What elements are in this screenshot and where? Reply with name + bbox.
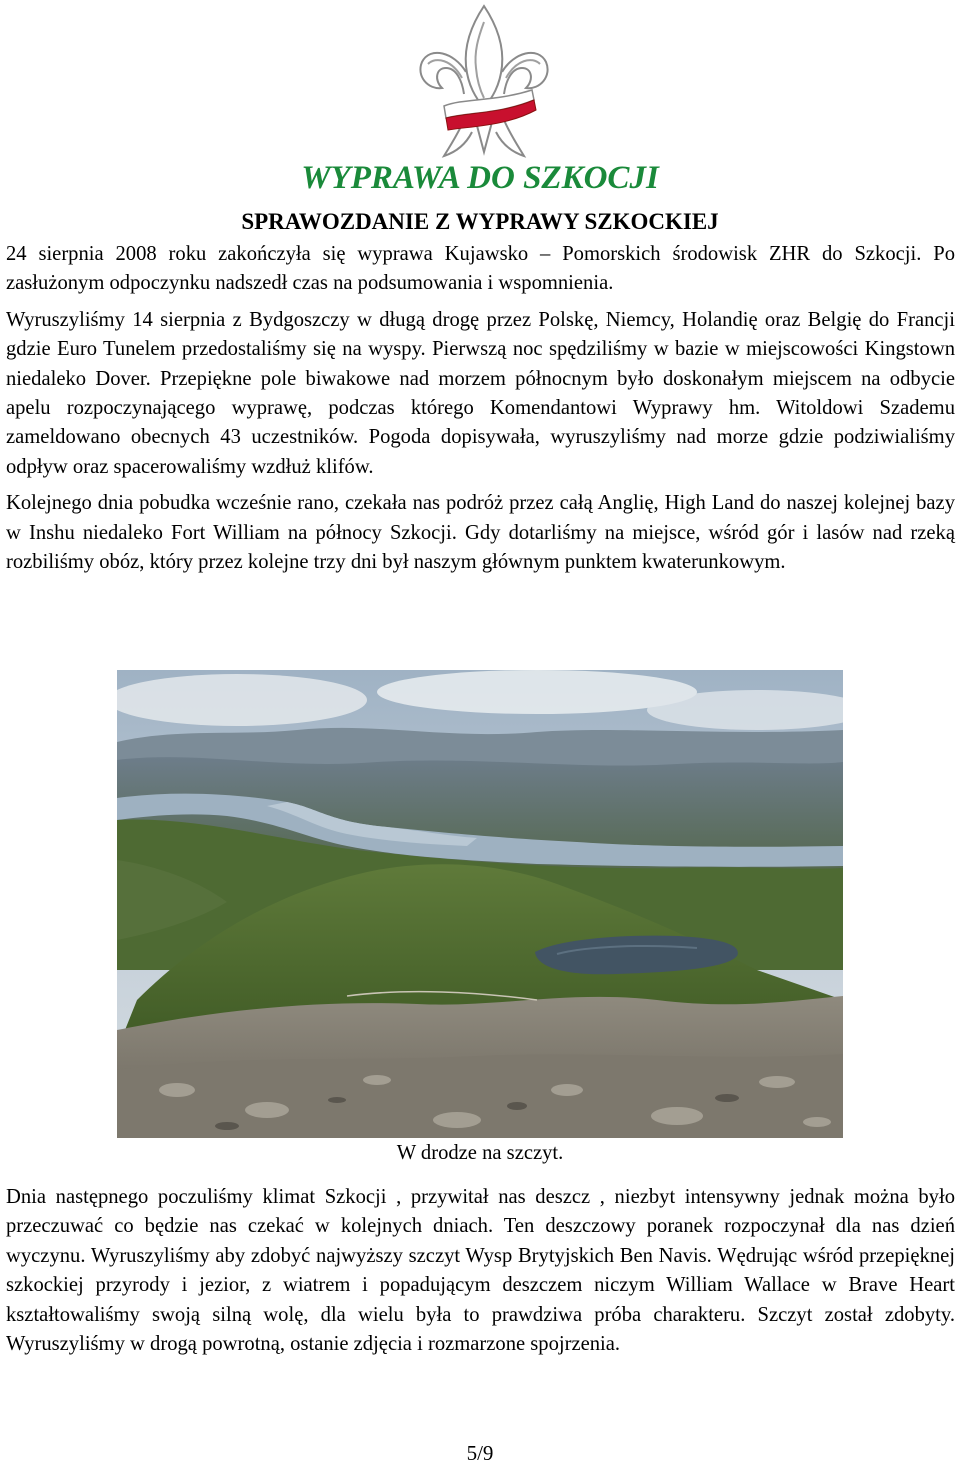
- intro-section: [6, 240, 955, 577]
- document-subtitle: SPRAWOZDANIE Z WYPRAWY SZKOCKIEJ: [241, 209, 719, 234]
- continuation-section: [6, 1183, 955, 1359]
- page-number: 5/9: [466, 1441, 494, 1465]
- landscape-photo: [117, 670, 843, 1138]
- fleur-de-lis-icon: [414, 2, 554, 164]
- paragraph: Wyruszyliśmy 14 sierpnia z Bydgoszczy w długą drogę przez Polskę, Niemcy, Holandię oraz Belgię do Francji gdzie Euro Tunelem przedostaliśmy się na wyspy. Pierwszą noc spędziliśmy w bazie w miejscowości Kingstown niedaleko Dover. Przepiękne pole biwakowe nad morzem północnym było doskonałym miejscem na odbycie apelu rozpoczynającego wyprawę, podczas którego Komendantowi Wyprawy hm. Witoldowi Szademu zameldowano obecnych 43 uczestników. Pogoda dopisywała, wyruszyliśmy nad morze gdzie podziwialiśmy odpływ oraz spacerowaliśmy wzdłuż klifów.: [6, 308, 955, 478]
- document-title: WYPRAWA DO SZKOCJI: [301, 160, 659, 196]
- paragraph: 24 sierpnia 2008 roku zakończyła się wyprawa Kujawsko – Pomorskich środowisk ZHR do Szkocji. Po zasłużonym odpoczynku nadszedł czas na podsumowania i wspomnienia.: [6, 243, 955, 295]
- photo-caption: W drodze na szczyt.: [396, 1142, 564, 1164]
- paragraph: Dnia następnego poczuliśmy klimat Szkocji , przywitał nas deszcz , niezbyt intensywny jednak można było przeczuwać co będzie nas czekać w kolejnych dniach. Ten deszczowy poranek rozpoczynał dla nas dzień wyczynu. Wyruszyliśmy aby zdobyć najwyższy szczyt Wysp Brytyjskich Ben Navis. Wędrując wśród przepięknej szkockiej przyrody i jezior, z wiatrem i popadującym deszczem niczym William Wallace w Brave Heart kształtowaliśmy swoją silną wolę, dla wielu była to prawdziwa próba charakteru. Szczyt został zdobyty. Wyruszyliśmy w drogą powrotną, ostanie zdjęcia i rozmarzone spojrzenia.: [6, 1186, 955, 1356]
- paragraph: Kolejnego dnia pobudka wcześnie rano, czekała nas podróż przez całą Anglię, High Land do naszej kolejnej bazy w Inshu niedaleko Fort William na północy Szkocji. Gdy dotarliśmy na miejsce, wśród gór i lasów nad rzeką rozbiliśmy obóz, który przez kolejne trzy dni był naszym głównym punktem kwaterunkowym.: [6, 492, 955, 574]
